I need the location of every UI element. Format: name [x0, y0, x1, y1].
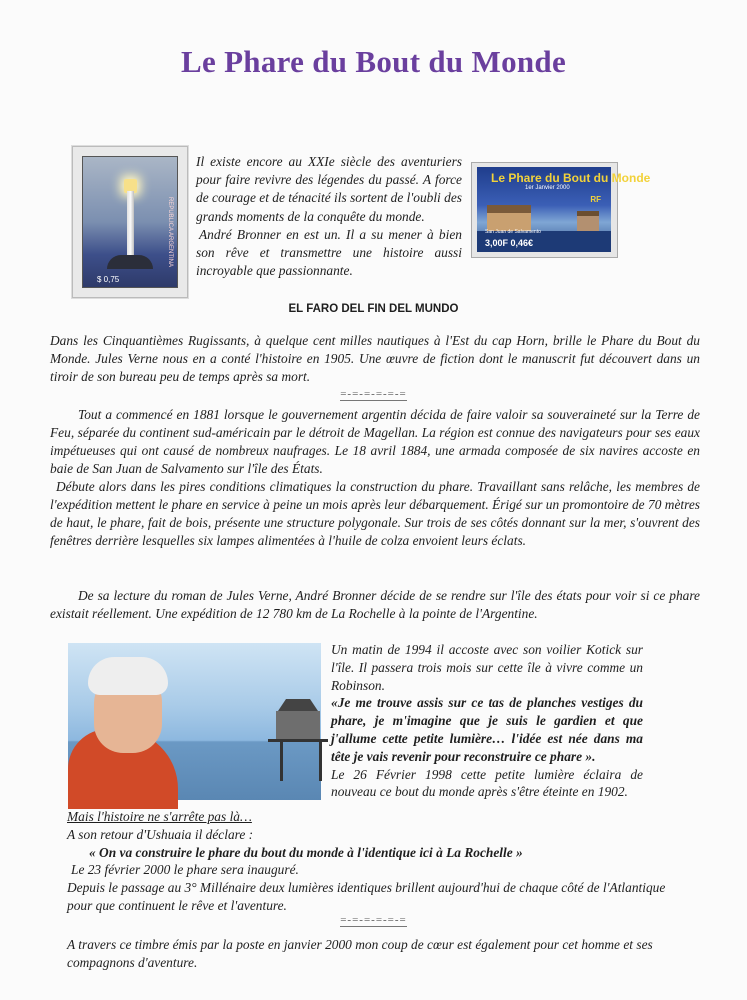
stamp-image: [82, 156, 178, 288]
stamp-price: 3,00F 0,46€: [485, 238, 534, 248]
closing-line: A travers ce timbre émis par la poste en janvier 2000 mon coup de cœur est également pour cet homme et ses compagnons d'aventure.: [67, 937, 653, 970]
separator: [0, 388, 747, 400]
stamp-country: REPUBLICA ARGENTINA: [167, 197, 173, 268]
paragraph-intro-history: [50, 332, 700, 386]
separator-text: =-=-=-=-=-=: [340, 914, 407, 926]
closing-text: [67, 808, 687, 915]
stamp-date: 1er Janvier 2000: [525, 185, 570, 191]
paragraph: Un matin de 1994 il accoste avec son voilier Kotick sur l'île. Il passera trois mois sur cette île à vivre comme un Robinson.: [331, 642, 643, 693]
stamp-title: Le Phare du Bout du Monde: [491, 171, 651, 185]
paragraph-bronner: [50, 587, 700, 623]
hair-shape: [88, 657, 168, 695]
section-heading: EL FARO DEL FIN DEL MUNDO: [288, 303, 459, 315]
lighthouse-house-icon: [276, 711, 320, 741]
separator-text: =-=-=-=-=-=: [340, 388, 407, 400]
andre-bronner-photo: [68, 643, 321, 800]
closing-line: A son retour d'Ushuaia il déclare :: [67, 826, 254, 842]
closing-quote: « On va construire le phare du bout du monde à l'identique ici à La Rochelle »: [89, 844, 523, 860]
paragraph-history: [50, 406, 700, 550]
separator: [0, 914, 747, 926]
paragraph: Le 26 Février 1998 cette petite lumière éclaira de nouveau ce bout du monde après s'être éteinte en 1902.: [331, 766, 643, 800]
closing-line: Depuis le passage au 3° Millénaire deux lumières identiques brillent aujourd'hui de chaque côté de l'Atlantique pour que continuent le rêve et l'aventure.: [67, 880, 666, 913]
argentina-lighthouse-stamp: [72, 146, 188, 298]
lighthouse-tower-icon: [127, 191, 134, 259]
paragraph: Dans les Cinquantièmes Rugissants, à quelque cent milles nautiques à l'Est du cap Horn, brille le Phare du Bout du Monde. Jules Verne nous en a conté l'histoire en 1905. Une œuvre de fiction dont le manuscrit fut découvert dans un tiroir de son bureau peu de temps après sa mort.: [50, 333, 700, 384]
lighthouse-legs-icon: [280, 741, 322, 781]
paragraph: De sa lecture du roman de Jules Verne, André Bronner décide de se rendre sur l'île des états pour voir si ce phare existait réellement. Une expédition de 12 780 km de La Rochelle à la pointe de l'Argentine.: [50, 588, 700, 621]
stamp-caption: San Juan de Salvamento: [485, 229, 541, 235]
stamp-image: [477, 167, 651, 252]
page-title: Le Phare du Bout du Monde: [180, 44, 567, 79]
stamp-rf: RF: [590, 195, 601, 204]
paragraph: Débute alors dans les pires conditions climatiques la construction du phare. Travaillant sans relâche, les membres de l'expédition mettent le phare en service à peine un mois après leur débarquement. Érigé sur un promontoire de 70 mètres de haut, le phare, fait de bois, présente une structure polygonale. Sur trois de ses côtés donnant sur la mer, s'ouvrent des fenêtres derrière lesquelles six lampes alimentées à l'huile de colza envoient leurs éclats.: [50, 479, 700, 548]
intro-text: [196, 153, 462, 280]
stamp-value: $ 0,75: [97, 275, 120, 284]
intro-paragraph: André Bronner en est un. Il a su mener à bien son rêve et transmettre une histoire aussi incroyable que passionnante.: [196, 226, 462, 279]
lighthouse-roof-icon: [278, 699, 318, 711]
closing-line: Le 23 février 2000 le phare sera inauguré.: [71, 862, 299, 878]
photo-side-text: [331, 641, 643, 801]
intro-paragraph: Il existe encore au XXIe siècle des aventuriers pour faire revivre des légendes du passé. A force de courage et de ténacité ils sortent de l'oubli des grands moments de la conquête du monde.: [196, 154, 462, 224]
final-text: [67, 936, 687, 972]
paragraph: Tout a commencé en 1881 lorsque le gouvernement argentin décida de faire valoir sa souveraineté sur la Terre de Feu, séparée du continent sud-américain par le détroit de Magellan. La région est connue des navigateurs pour ses eaux impétueuses qui ont causé de nombreux naufrages. Le 18 avril 1884, une armada composée de six navires accoste en baie de San Juan de Salvamento sur l'île des États.: [50, 407, 700, 476]
closing-line: Mais l'histoire ne s'arrête pas là…: [67, 809, 252, 824]
bronner-quote: «Je me trouve assis sur ce tas de planches vestiges du phare, je m'imagine que je suis le gardien et que j'allume cette petite lumière… l'idée est née dans ma tête je vais revenir pour reconstruire ce phare ».: [331, 695, 643, 764]
lighthouse-base-icon: [107, 255, 153, 269]
france-lighthouse-stamp: [471, 162, 651, 258]
